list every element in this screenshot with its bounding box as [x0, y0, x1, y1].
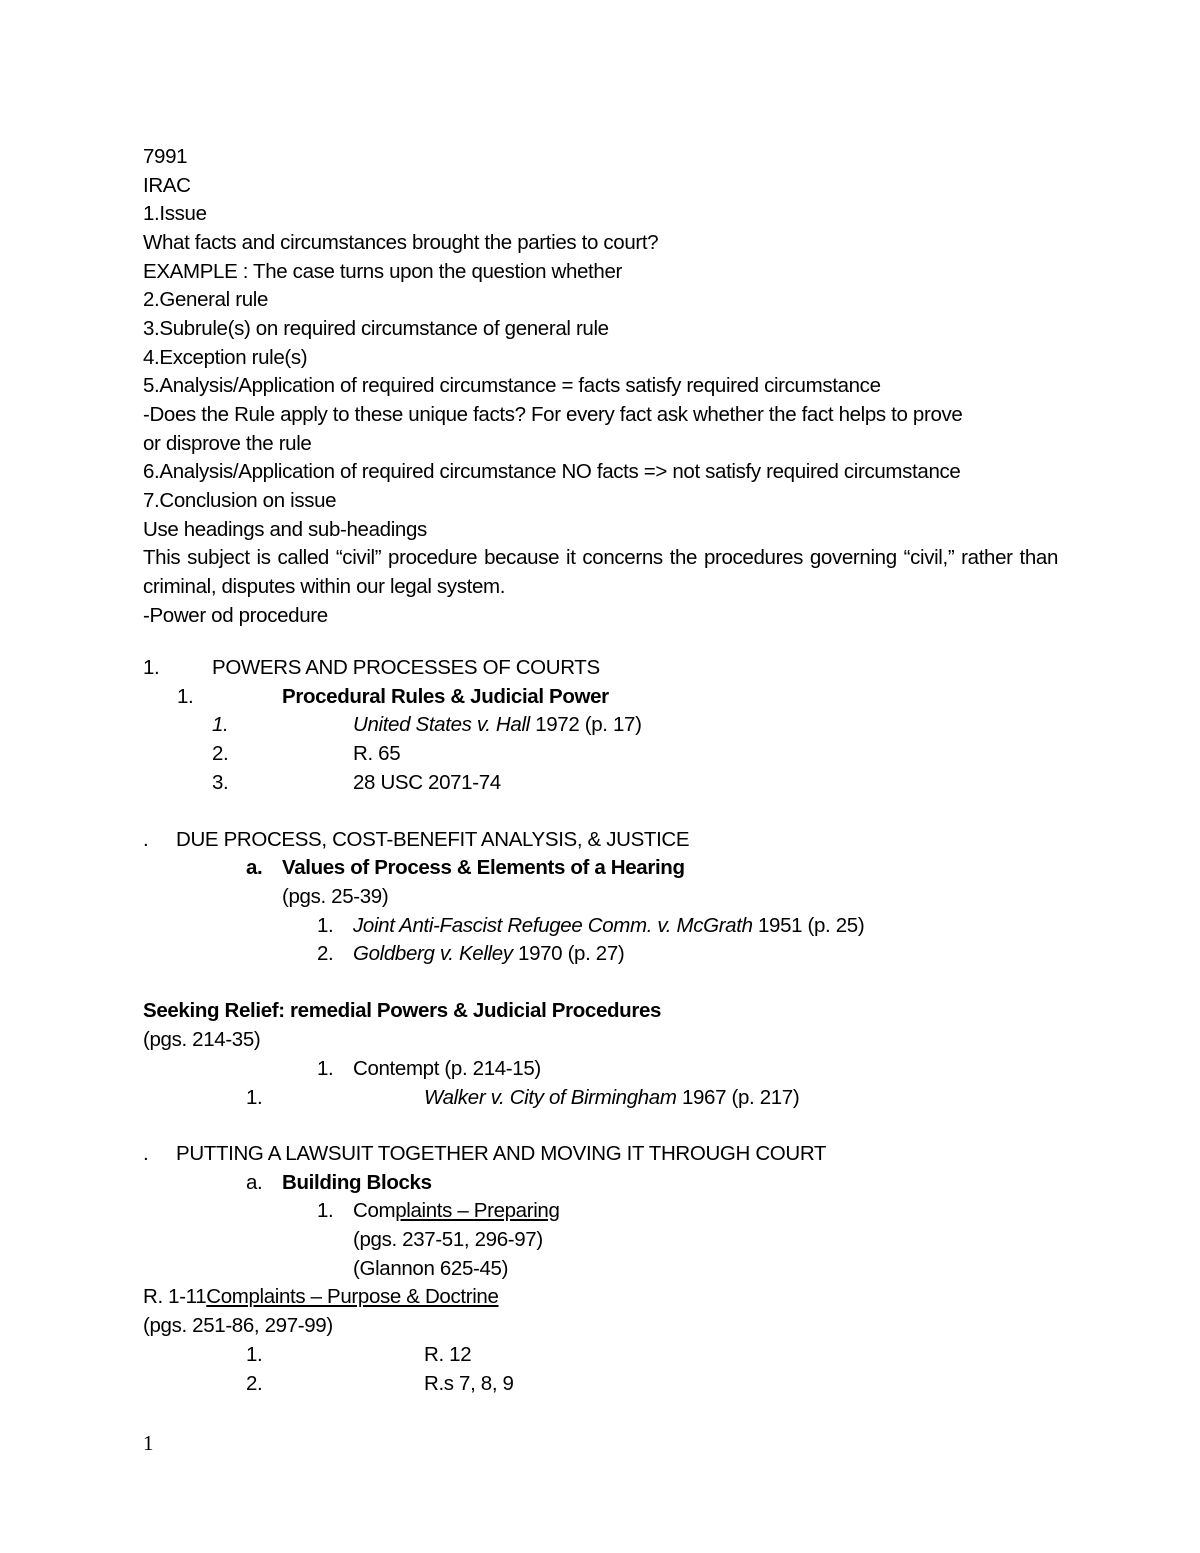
rules-heading	[143, 1283, 499, 1312]
item-number: 1.	[246, 1343, 263, 1366]
item-text: R.s 7, 8, 9	[424, 1372, 514, 1395]
section4-pages: (pgs. 237-51, 296-97)	[353, 1228, 543, 1251]
item-number: 1.	[317, 1199, 334, 1222]
section1-number: 1.	[143, 656, 160, 679]
case-name: Walker v. City of Birmingham	[424, 1086, 677, 1109]
section2-bullet: .	[143, 828, 149, 851]
section2-sub-title: Values of Process & Elements of a Hearing	[282, 856, 685, 879]
rules-title: Complaints – Purpose & Doctrine	[206, 1285, 499, 1308]
item-text: Com	[353, 1199, 396, 1222]
section4-bullet: .	[143, 1142, 149, 1165]
section4-pages: (Glannon 625-45)	[353, 1257, 509, 1280]
irac-line: What facts and circumstances brought the parties to court?	[143, 231, 659, 254]
section2-pages: (pgs. 25-39)	[282, 885, 389, 908]
item-text: R. 12	[424, 1343, 472, 1366]
irac-line: 4.Exception rule(s)	[143, 346, 308, 369]
item-text-underlined: plaints – Preparing	[395, 1199, 560, 1222]
section1-sub-title: Procedural Rules & Judicial Power	[282, 685, 609, 708]
irac-line: Use headings and sub-headings	[143, 518, 427, 541]
irac-line: 5.Analysis/Application of required circumstance = facts satisfy required circumstance	[143, 374, 881, 397]
case-citation: 1972 (p. 17)	[529, 713, 642, 736]
irac-line: 7.Conclusion on issue	[143, 489, 337, 512]
item-number: 1.	[317, 1057, 334, 1080]
irac-line: 3.Subrule(s) on required circumstance of general rule	[143, 317, 609, 340]
section4-sub-letter: a.	[246, 1171, 263, 1194]
case-name: Goldberg v. Kelley	[353, 942, 513, 965]
irac-line: -Does the Rule apply to these unique facts? For every fact ask whether the fact helps to prove	[143, 403, 963, 426]
item-number: 2.	[246, 1372, 263, 1395]
case-citation: 1970 (p. 27)	[512, 942, 625, 965]
page-number: 1	[143, 1431, 154, 1455]
power-line: -Power od procedure	[143, 604, 328, 627]
irac-line: 2.General rule	[143, 288, 269, 311]
item-number: 1.	[212, 713, 229, 736]
case-citation: 1951 (p. 25)	[752, 914, 865, 937]
section4-sub-title: Building Blocks	[282, 1171, 432, 1194]
section4-title: PUTTING A LAWSUIT TOGETHER AND MOVING IT THROUGH COURT	[176, 1142, 827, 1165]
section3-pages: (pgs. 214-35)	[143, 1028, 261, 1051]
item-number: 1.	[246, 1086, 263, 1109]
item-number: 3.	[212, 771, 229, 794]
item-text: Contempt (p. 214-15)	[353, 1057, 541, 1080]
section2-sub-letter: a.	[246, 856, 263, 879]
item-number: 1.	[317, 914, 334, 937]
section1-title: POWERS AND PROCESSES OF COURTS	[212, 656, 600, 679]
item-text: R. 65	[353, 742, 401, 765]
irac-line: 6.Analysis/Application of required circumstance NO facts => not satisfy required circumstance	[143, 460, 961, 483]
document-code: 7991	[143, 145, 188, 168]
section1-sub-number: 1.	[177, 685, 194, 708]
case-name: United States v. Hall	[353, 713, 530, 736]
intro-paragraph: This subject is called “civil” procedure because it concerns the procedures governing “civil,” rather than criminal, disputes within our legal system.	[143, 546, 1058, 598]
rules-pages: (pgs. 251-86, 297-99)	[143, 1314, 333, 1337]
case-name: Joint Anti-Fascist Refugee Comm. v. McGrath	[353, 914, 753, 937]
section3-title: Seeking Relief: remedial Powers & Judicial Procedures	[143, 999, 662, 1022]
item-text: 28 USC 2071-74	[353, 771, 501, 794]
item-number: 2.	[317, 942, 334, 965]
section2-title: DUE PROCESS, COST-BENEFIT ANALYSIS, & JUSTICE	[176, 828, 690, 851]
item-number: 2.	[212, 742, 229, 765]
irac-line: 1.Issue	[143, 202, 207, 225]
irac-line: EXAMPLE : The case turns upon the question whether	[143, 260, 622, 283]
case-citation: 1967 (p. 217)	[676, 1086, 800, 1109]
document-title: IRAC	[143, 174, 191, 197]
rules-prefix: R. 1-11	[143, 1285, 207, 1308]
irac-line: or disprove the rule	[143, 432, 312, 455]
